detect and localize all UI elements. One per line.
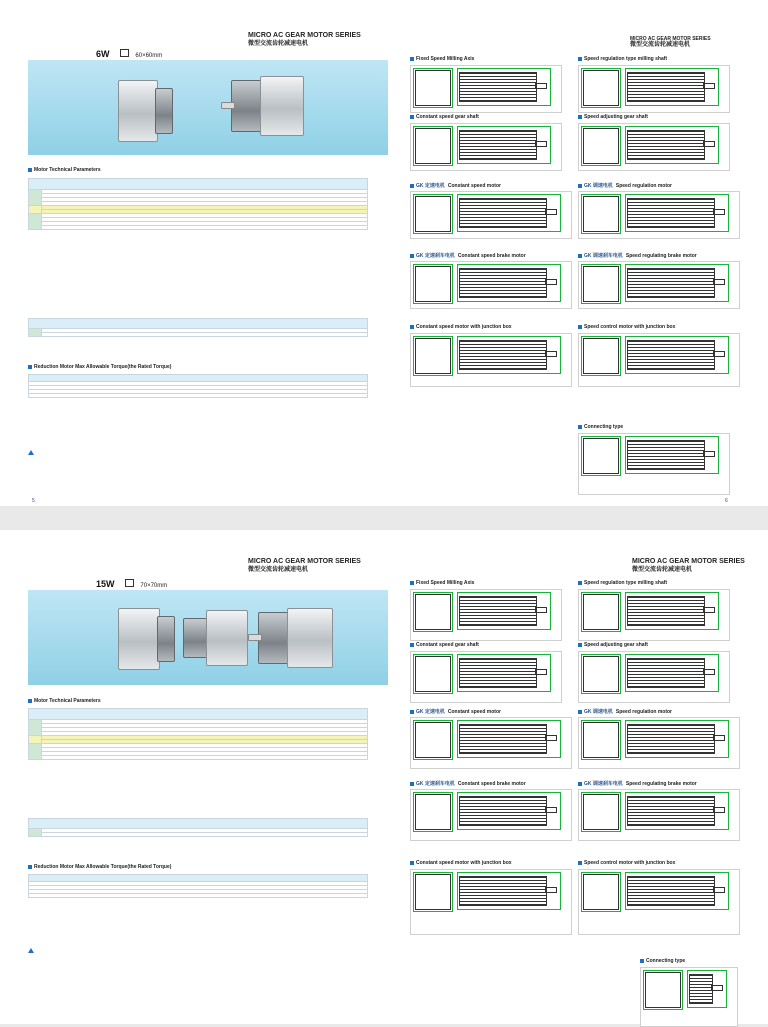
section-marker-icon — [410, 57, 414, 61]
output-shaft — [221, 102, 235, 109]
dimension-lines — [581, 68, 621, 108]
series-title-en: MICRO AC GEAR MOTOR SERIES — [630, 36, 711, 42]
section-marker-icon — [578, 325, 582, 329]
page-number-left: 5 — [32, 498, 35, 504]
section-title-en: Constant speed motor with junction box — [416, 860, 512, 866]
section-marker-icon — [578, 115, 582, 119]
series-title-cn: 微型交流齿轮减速电机 — [630, 42, 691, 48]
dimension-drawing — [410, 123, 562, 171]
tech-params-table — [28, 178, 368, 230]
dimension-lines — [413, 264, 453, 304]
model-power: 6W — [96, 49, 110, 59]
drawing-section-title — [578, 424, 623, 430]
section-marker-icon — [578, 710, 582, 714]
gearbox — [155, 88, 173, 134]
size-icon — [125, 579, 134, 587]
section-marker-icon — [578, 643, 582, 647]
section-marker-icon — [410, 325, 414, 329]
motor-body — [118, 608, 160, 670]
shaft-view — [703, 83, 715, 89]
section-title-en: Speed adjusting gear shaft — [584, 114, 648, 120]
section-title-en: Speed regulation motor — [615, 709, 673, 715]
shaft-view — [535, 83, 547, 89]
drawing-section-title — [410, 252, 526, 259]
drawing-section-title — [578, 780, 697, 787]
motor-body — [260, 76, 304, 136]
motor-body — [206, 610, 248, 666]
section-marker-icon — [410, 782, 414, 786]
dimension-drawing — [410, 589, 562, 641]
series-title-cn: 微型交流齿轮减速电机 — [248, 41, 309, 47]
shaft-view — [545, 351, 557, 357]
section-title-cn: GK 调速刹车电机 — [584, 781, 623, 787]
shaft-view — [535, 669, 547, 675]
series-header-right — [630, 36, 711, 48]
dimension-drawing — [578, 789, 740, 841]
dimension-lines — [413, 592, 453, 632]
section-title-en: Fixed Speed Milling Axis — [416, 56, 475, 62]
dimension-lines — [581, 264, 621, 304]
section-marker-icon — [410, 861, 414, 865]
dimension-drawing — [410, 65, 562, 113]
dimension-lines — [413, 720, 453, 760]
dimension-lines — [581, 126, 621, 166]
section-marker-icon — [410, 254, 414, 258]
dimension-lines — [413, 194, 453, 234]
section-title-cn: GK 定速电机 — [416, 709, 445, 715]
dimension-drawing — [410, 717, 572, 769]
warning-note — [28, 450, 36, 455]
dimension-drawing — [640, 967, 738, 1027]
section-title-en: Speed regulating brake motor — [625, 253, 697, 259]
dimension-lines — [581, 592, 621, 632]
section-marker-icon — [410, 581, 414, 585]
shaft-view — [713, 807, 725, 813]
section-marker-icon — [578, 861, 582, 865]
model-size: 70×70mm — [140, 583, 168, 589]
dimension-lines — [413, 872, 453, 912]
section-title-en: Constant speed brake motor — [457, 253, 526, 259]
dimension-drawing — [578, 123, 730, 171]
shaft-view — [545, 807, 557, 813]
section-title-en: Speed control motor with junction box — [584, 324, 676, 330]
drawing-section-title — [578, 642, 648, 648]
section-title-cn: GK 定速刹车电机 — [416, 781, 455, 787]
section-title-en: Speed regulation type milling shaft — [584, 56, 668, 62]
series-header-left — [248, 32, 361, 48]
drawing-section-title — [578, 324, 675, 330]
drawing-section-title — [578, 860, 675, 866]
series-title-en: MICRO AC GEAR MOTOR SERIES — [248, 558, 361, 565]
dimension-lines — [413, 792, 453, 832]
series-title-cn: 微型交流齿轮减速电机 — [248, 567, 309, 573]
shaft-view — [545, 279, 557, 285]
warning-note — [28, 948, 36, 953]
shaft-view — [703, 451, 715, 457]
dimension-drawing — [578, 717, 740, 769]
series-header-left — [248, 558, 361, 574]
dimension-lines — [413, 654, 453, 694]
section-title-en: Constant speed motor — [447, 709, 501, 715]
drawing-section-title — [578, 114, 648, 120]
series-title-cn: 微型交流齿轮减速电机 — [632, 567, 693, 573]
shaft-view — [545, 735, 557, 741]
tech-params-title: Motor Technical Parameters — [28, 698, 101, 704]
drawing-section-title — [410, 114, 479, 120]
drawing-section-title — [410, 708, 501, 715]
section-title-en: Speed control motor with junction box — [584, 860, 676, 866]
shaft-view — [535, 141, 547, 147]
shaft-view — [713, 887, 725, 893]
product-photo — [28, 60, 388, 155]
dimension-lines — [643, 970, 683, 1010]
size-icon — [120, 49, 129, 57]
section-marker-icon — [410, 643, 414, 647]
drawing-section-title — [410, 642, 479, 648]
dimension-drawing — [578, 65, 730, 113]
dimension-lines — [581, 654, 621, 694]
shaft-view — [711, 985, 723, 991]
warning-icon — [28, 450, 34, 455]
product-photo — [28, 590, 388, 685]
gearbox — [157, 616, 175, 662]
dimension-drawing — [410, 333, 572, 387]
section-marker-icon — [410, 184, 414, 188]
shaft-view — [545, 887, 557, 893]
section-title-en: Fixed Speed Milling Axis — [416, 580, 475, 586]
motor-body — [118, 80, 158, 142]
dimension-drawing — [578, 333, 740, 387]
shaft-view — [703, 141, 715, 147]
section-title-cn: GK 定速刹车电机 — [416, 253, 455, 259]
dimension-drawing — [578, 589, 730, 641]
drawing-section-title — [578, 580, 667, 586]
dimension-lines — [581, 336, 621, 376]
catalog-page-6w — [0, 0, 768, 512]
section-title-en: Constant speed gear shaft — [416, 642, 479, 648]
series-title-en: MICRO AC GEAR MOTOR SERIES — [632, 558, 745, 565]
section-marker-icon — [578, 782, 582, 786]
dimension-lines — [581, 436, 621, 476]
drawing-section-title — [410, 182, 501, 189]
section-title-en: Speed regulation motor — [615, 183, 673, 189]
drawing-section-title — [410, 56, 474, 62]
tech-params-table — [28, 708, 368, 760]
shaft-view — [703, 669, 715, 675]
section-title-cn: GK 调速电机 — [584, 709, 613, 715]
section-title-en: Speed adjusting gear shaft — [584, 642, 648, 648]
section-marker-icon — [578, 581, 582, 585]
model-power: 15W — [96, 579, 115, 589]
dimension-drawing — [410, 261, 572, 309]
section-title-en: Constant speed motor — [447, 183, 501, 189]
section-marker-icon — [410, 710, 414, 714]
motor-body — [287, 608, 333, 668]
dimension-drawing — [578, 261, 740, 309]
dimension-lines — [413, 336, 453, 376]
dimension-lines — [413, 126, 453, 166]
section-title-cn: GK 调速电机 — [584, 183, 613, 189]
gearbox — [258, 612, 290, 664]
section-title-cn: GK 定速电机 — [416, 183, 445, 189]
section-title-en: Constant speed motor with junction box — [416, 324, 512, 330]
page-number-right: 6 — [725, 498, 728, 504]
reduction-title: Reduction Motor Max Allowable Torque(the Rated Torque) — [28, 864, 171, 870]
reduction-title: Reduction Motor Max Allowable Torque(the Rated Torque) — [28, 364, 171, 370]
section-marker-icon — [410, 115, 414, 119]
series-header-right — [632, 558, 745, 574]
section-marker-icon — [578, 254, 582, 258]
drawing-section-title — [578, 708, 672, 715]
drawing-section-title — [578, 182, 672, 189]
drawing-section-title — [410, 580, 474, 586]
shaft-view — [713, 279, 725, 285]
output-shaft — [248, 634, 262, 641]
section-title-en: Constant speed gear shaft — [416, 114, 479, 120]
shaft-view — [535, 607, 547, 613]
shaft-view — [713, 735, 725, 741]
section-title-en: Connecting type — [646, 958, 686, 964]
dimension-drawing — [410, 651, 562, 703]
dimension-drawing — [410, 869, 572, 935]
dimension-drawing — [578, 869, 740, 935]
series-title-en: MICRO AC GEAR MOTOR SERIES — [248, 32, 361, 39]
drawing-section-title — [410, 324, 512, 330]
section-title-cn: GK 调速刹车电机 — [584, 253, 623, 259]
dimension-lines — [581, 872, 621, 912]
dimension-lines — [581, 720, 621, 760]
shaft-view — [713, 351, 725, 357]
section-marker-icon — [578, 425, 582, 429]
dimension-lines — [413, 68, 453, 108]
dimension-lines — [581, 792, 621, 832]
drawing-section-title — [578, 56, 667, 62]
section-marker-icon — [578, 57, 582, 61]
reduction-table — [28, 374, 368, 398]
dimension-drawing — [578, 191, 740, 239]
section-title-en: Connecting type — [584, 424, 624, 430]
dimension-drawing — [410, 789, 572, 841]
dimension-lines — [581, 194, 621, 234]
section-title-en: Speed regulating brake motor — [625, 781, 697, 787]
gearbox — [231, 80, 263, 132]
drawing-section-title — [578, 252, 697, 259]
model-size: 60×60mm — [135, 53, 163, 59]
shaft-view — [703, 607, 715, 613]
shaft-view — [545, 209, 557, 215]
warning-icon — [28, 948, 34, 953]
catalog-page-15w — [0, 530, 768, 1024]
section-marker-icon — [640, 959, 644, 963]
tech-params-title: Motor Technical Parameters — [28, 167, 101, 173]
section-title-en: Constant speed brake motor — [457, 781, 526, 787]
reduction-table — [28, 874, 368, 898]
section-title-en: Speed regulation type milling shaft — [584, 580, 668, 586]
drawing-section-title — [640, 958, 685, 964]
tech-params-table-2 — [28, 818, 368, 837]
tech-params-table-2 — [28, 318, 368, 337]
dimension-drawing — [578, 433, 730, 495]
drawing-section-title — [410, 860, 512, 866]
dimension-drawing — [578, 651, 730, 703]
shaft-view — [713, 209, 725, 215]
drawing-section-title — [410, 780, 526, 787]
dimension-drawing — [410, 191, 572, 239]
section-marker-icon — [578, 184, 582, 188]
